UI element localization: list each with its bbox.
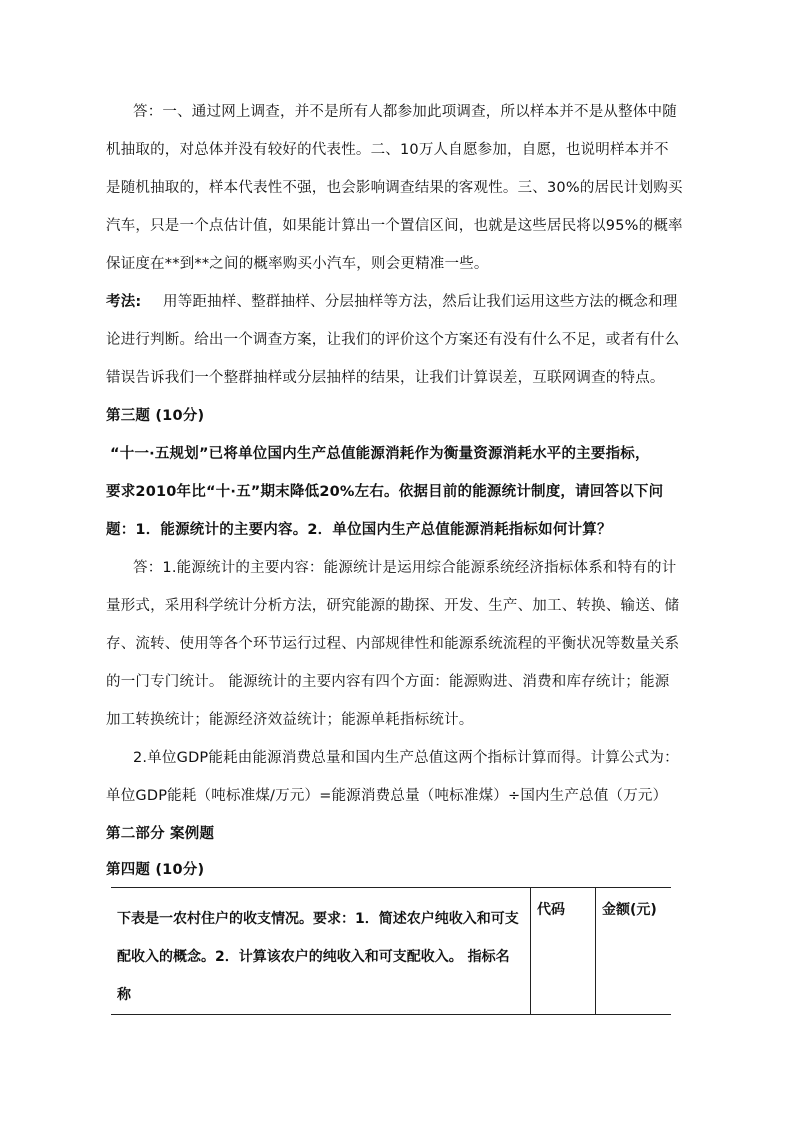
q3-question-line-3: 题：1．能源统计的主要内容。2．单位国内生产总值能源消耗指标如何计算？ <box>106 522 612 538</box>
q3-answer2-line-2: 单位GDP能耗（吨标准煤/万元）=能源消费总量（吨标准煤）÷国内生产总值（万元） <box>106 788 668 804</box>
q3-question-line-1: “十一·五规划”已将单位国内生产总值能源消耗作为衡量资源消耗水平的主要指标， <box>110 446 650 462</box>
q3-answer-line-3: 存、流转、使用等各个环节运行过程、内部规律性和能源系统流程的平衡状况等数量关系 <box>106 636 680 652</box>
q4-table-col1-line-3: 称 <box>117 987 131 1003</box>
q3-answer-line-2: 量形式，采用科学统计分析方法，研究能源的勘探、开发、生产、加工、转换、输送、储 <box>106 598 680 614</box>
answer1-line-4: 汽车，只是一个点估计值，如果能计算出一个置信区间，也就是这些居民将以95%的概率 <box>106 218 683 234</box>
q3-answer-line-1: 答：1.能源统计的主要内容：能源统计是运用综合能源系统经济指标体系和特有的计 <box>133 560 677 576</box>
q4-title: 第四题 (10分) <box>106 862 205 878</box>
q4-table <box>111 887 671 1015</box>
q4-table-cell-amount <box>596 888 672 1015</box>
answer1-line-1: 答：一、通过网上调查，并不是所有人都参加此项调查，所以样本并不是从整体中随 <box>133 104 677 120</box>
q4-table-col1-line-2: 配收入的概念。2．计算该农户的纯收入和可支配收入。 指标名 <box>117 949 510 965</box>
q4-table-col1-line-1: 下表是一农村住户的收支情况。要求：1．简述农户纯收入和可支 <box>117 911 519 927</box>
q3-title: 第三题 (10分) <box>106 408 205 424</box>
q4-table-header-row <box>111 888 671 1015</box>
part2-title: 第二部分 案例题 <box>106 826 215 842</box>
q4-table-cell-indicator <box>111 888 531 1015</box>
kaofa-line-3: 错误告诉我们一个整群抽样或分层抽样的结果，让我们计算误差，互联网调查的特点。 <box>106 370 665 386</box>
kaofa-line-1: 用等距抽样、整群抽样、分层抽样等方法，然后让我们运用这些方法的概念和理 <box>163 294 678 310</box>
q4-table-cell-code <box>531 888 596 1015</box>
kaofa-line-2: 论进行判断。给出一个调查方案，让我们的评价这个方案还有没有什么不足，或者有什么 <box>106 332 680 348</box>
answer1-line-3: 是随机抽取的，样本代表性不强，也会影响调查结果的客观性。三、30%的居民计划购买 <box>106 180 683 196</box>
q3-answer2-line-1: 2.单位GDP能耗由能源消费总量和国内生产总值这两个指标计算而得。计算公式为： <box>133 750 679 766</box>
q3-answer-line-4: 的一门专门统计。 能源统计的主要内容有四个方面：能源购进、消费和库存统计；能源 <box>106 674 670 690</box>
q3-question-line-2: 要求2010年比“十·五”期末降低20%左右。依据目前的能源统计制度，请回答以下问 <box>106 484 664 500</box>
answer1-line-2: 机抽取的，对总体并没有较好的代表性。二、10万人自愿参加，自愿，也说明样本并不 <box>106 142 669 158</box>
q4-table-col3-label: 金额(元) <box>602 902 657 918</box>
kaofa-label: 考法: <box>106 294 142 310</box>
q3-answer-line-5: 加工转换统计；能源经济效益统计；能源单耗指标统计。 <box>106 712 474 728</box>
q4-table-col2-label: 代码 <box>537 902 565 918</box>
answer1-line-5: 保证度在**到**之间的概率购买小汽车，则会更精准一些。 <box>106 256 489 272</box>
